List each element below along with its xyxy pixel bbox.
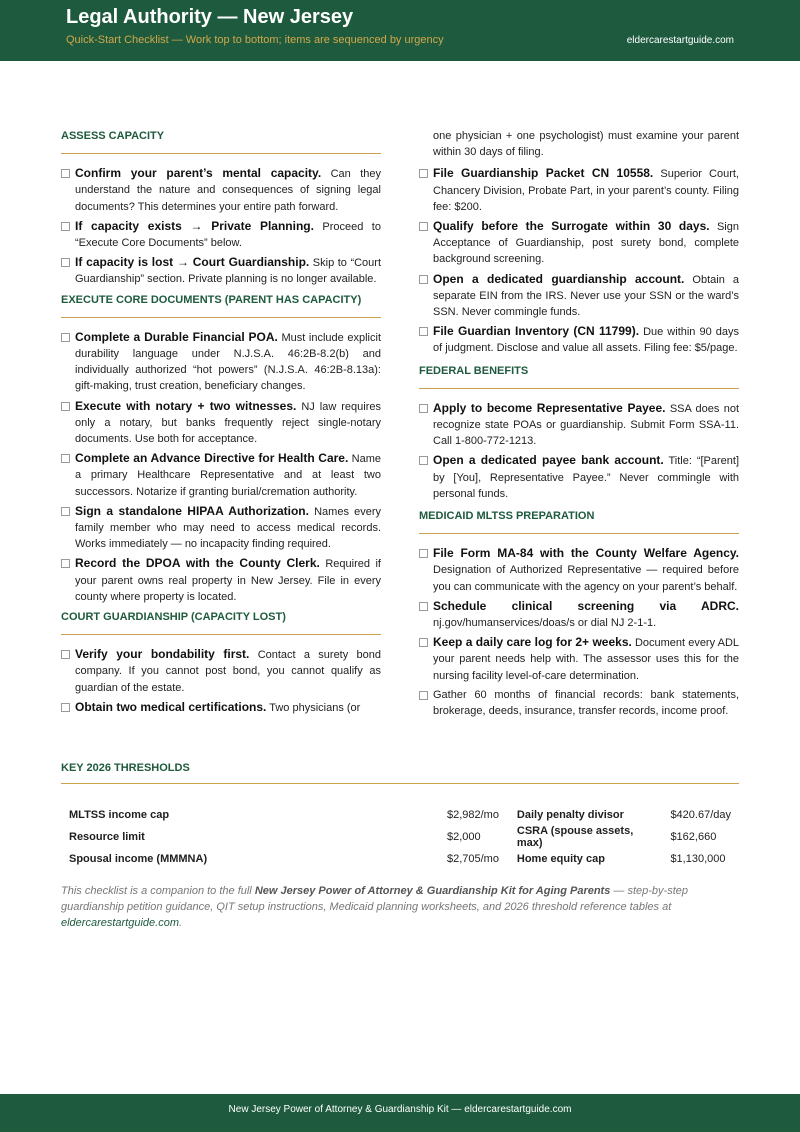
checklist-item [419,271,739,321]
threshold-value: $1,130,000 [670,853,726,865]
checklist-item [61,398,381,448]
checklist-item [419,165,739,215]
item-title: Keep a daily care log for 2+ weeks. [433,635,632,650]
item-body: Name a primary Healthcare Representative and at least two successors. Notarize if granting burial/cremation authority. [75,453,382,498]
threshold-label: Spousal income (MMMNA) [69,853,208,865]
checklist-item [419,218,739,268]
item-body: Must include explicit durability language under N.J.S.A. 46:2B-8.2(b) and individually authorized “hot powers” (N.J.S.A. 46:2B-8.13a): gift-making, trust creation, beneficiary changes. [75,331,381,393]
threshold-label: MLTSS income cap [69,809,170,821]
footer-text: New Jersey Power of Attorney & Guardianship Kit — eldercarestartguide.com [228,1104,572,1115]
checklist-item [419,598,739,631]
item-body: Title: “[Parent] by [You], Representative Payee.” Never commingle with personal funds. [433,455,740,500]
checkbox[interactable] [61,222,70,231]
threshold-value: $2,982/mo [446,809,499,821]
checklist-item [61,329,381,395]
checkbox[interactable] [61,703,70,712]
item-title: Confirm your parent’s mental capacity. [75,166,322,181]
checkbox[interactable] [419,327,428,336]
threshold-value: $2,705/mo [446,853,499,865]
item-title: If capacity exists → Private Planning. [75,218,314,233]
checklist-item [419,400,739,450]
item-body: Document every ADL your parent needs help with. The assessor uses this for the nursing facility level-of-care determination. [433,637,740,682]
page-header [0,0,800,61]
left-column [61,128,381,719]
page-subtitle: Quick-Start Checklist — Work top to bottom; items are sequenced by urgency [66,34,444,46]
item-title: Sign a standalone HIPAA Authorization. [75,503,309,518]
table-row [61,806,739,824]
item-title: Qualify before the Surrogate within 30 days. [433,219,710,234]
item-body: NJ law requires only a notary, but banks frequently reject single-notary documents. Use both for acceptance. [75,400,381,446]
section-heading-federal: FEDERAL BENEFITS [419,363,739,389]
checkbox[interactable] [61,333,70,342]
thresholds-table [61,806,739,868]
item-body: Obtain a separate EIN from the IRS. Never use your SSN or the ward’s SSN. Never commingle funds. [433,273,739,319]
page-footer [0,1094,800,1132]
item-body: Required if your parent owns real property in New Jersey. File in every county where property is located. [75,558,381,603]
item-body: Designation of Authorized Representative — required before you can communicate with the agency on your parent’s behalf. [433,564,739,593]
item-title: Execute with notary + two witnesses. [75,398,297,413]
section-heading-court: COURT GUARDIANSHIP (CAPACITY LOST) [61,609,381,635]
continuation-text: one physician + one psychologist) must examine your parent within 30 days of filing. [433,130,739,159]
section-heading-execute: EXECUTE CORE DOCUMENTS (PARENT HAS CAPACITY) [61,292,381,318]
item-title: If capacity is lost → Court Guardianship. [75,255,310,270]
item-title: Obtain two medical certifications. [75,699,267,714]
companion-note: This checklist is a companion to the full New Jersey Power of Attorney & Guardianship Kit for Aging Parents — step-by-step guardianship petition guidance, QIT setup instructions, Medicaid planning worksheets, and 2026 threshold reference tables at eldercarestartguide.com. [61,885,688,929]
checkbox[interactable] [61,169,70,178]
checklist-item [61,503,381,553]
note-site-link[interactable]: eldercarestartguide.com [61,917,180,929]
item-body: Gather 60 months of financial records: bank statements, brokerage, deeds, insurance, transfer records, income proof. [433,688,739,718]
item-body: Superior Court, Chancery Division, Probate Part, in your parent’s county. Filing fee: $200. [433,168,739,213]
checkbox[interactable] [419,456,428,465]
header-site-link[interactable]: eldercarestartguide.com [626,35,734,46]
kit-title: New Jersey Power of Attorney & Guardianship Kit for Aging Parents [254,885,611,897]
checklist-item [61,450,381,500]
checkbox[interactable] [419,549,428,558]
item-title: Apply to become Representative Payee. [433,400,666,415]
checklist-item [61,555,381,605]
checkbox[interactable] [419,404,428,413]
right-column [419,128,739,722]
item-title: Verify your bondability first. [75,647,250,662]
checklist-item [419,545,739,595]
threshold-value: $162,660 [670,831,717,843]
section-heading-medicaid: MEDICAID MLTSS PREPARATION [419,508,739,534]
item-body: Two physicians (or [269,701,361,714]
checklist-item [61,165,381,215]
checklist-item [61,699,381,716]
checklist-item [419,323,739,356]
table-row [61,850,739,868]
checkbox[interactable] [61,650,70,659]
item-body: Contact a surety bond company. If you cannot post bond, you cannot qualify as guardian of the estate. [75,649,381,694]
checkbox[interactable] [419,602,428,611]
threshold-label: Home equity cap [516,853,605,865]
checkbox[interactable] [61,454,70,463]
threshold-value: $2,000 [446,831,481,843]
threshold-label: CSRA (spouse assets, max) [516,825,634,849]
item-body: Names every family member who may need to access medical records. Works immediately — no incapacity finding required. [75,505,382,551]
item-title: File Guardianship Packet CN 10558. [433,166,654,181]
checkbox[interactable] [419,691,428,700]
checkbox[interactable] [61,402,70,411]
item-title: Open a dedicated payee bank account. [433,453,664,468]
checklist-item [419,687,739,719]
checkbox[interactable] [61,559,70,568]
item-body: Can they understand the nature and consequences of signing legal documents? This determines your entire path forward. [75,168,381,213]
item-title: Complete a Durable Financial POA. [75,329,278,344]
section-heading-assess: ASSESS CAPACITY [61,128,381,154]
item-title: File Form MA-84 with the County Welfare Agency. [433,546,739,561]
checklist-item [419,634,739,684]
thresholds-section [61,762,739,868]
item-title: Complete an Advance Directive for Health Care. [75,451,349,466]
item-body: Skip to “Court Guardianship” section. Private planning is no longer available. [75,257,382,286]
checkbox[interactable] [419,169,428,178]
threshold-label: Daily penalty divisor [516,809,624,821]
item-body: Due within 90 days of judgment. Disclose and value all assets. Filing fee: $5/page. [433,326,739,355]
threshold-value: $420.67/day [670,809,731,821]
checklist-item [61,646,381,696]
item-body: Proceed to “Execute Core Documents” below. [75,220,381,250]
checkbox[interactable] [419,638,428,647]
checklist-item [61,218,381,251]
table-row [61,824,739,850]
section-heading-thresholds: KEY 2026 THRESHOLDS [61,762,739,784]
checklist-item [61,254,381,287]
item-body: nj.gov/humanservices/doas/s or dial NJ 2-1-1. [433,617,657,630]
item-body: SSA does not recognize state POAs or guardianship. Submit Form SSA-11. Call 1-800-772-1213. [433,402,739,448]
checkbox[interactable] [419,222,428,231]
item-title: Record the DPOA with the County Clerk. [75,556,320,571]
item-body: Sign Acceptance of Guardianship, post surety bond, complete background screening. [433,221,739,266]
checklist-item [419,452,739,502]
page-title: Legal Authority — New Jersey [66,6,354,28]
item-title: File Guardian Inventory (CN 11799). [433,324,640,339]
checkbox[interactable] [61,507,70,516]
threshold-label: Resource limit [69,831,145,843]
item-title: Schedule clinical screening via ADRC. [433,598,739,613]
checkbox[interactable] [419,275,428,284]
checkbox[interactable] [61,258,70,267]
item-title: Open a dedicated guardianship account. [433,271,685,286]
